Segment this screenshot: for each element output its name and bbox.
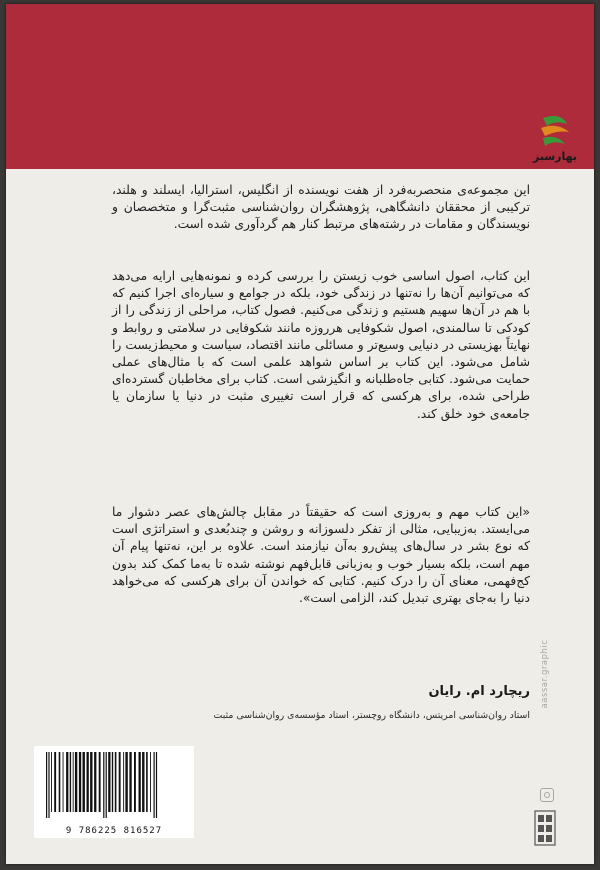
barcode-bar [51,752,52,812]
barcode-bar [103,752,104,818]
barcode-bar [59,752,61,812]
barcode-bar [150,752,151,812]
barcode-bar [115,752,117,812]
back-cover [6,4,594,864]
isbn-number: 9 786225 816527 [65,826,163,836]
barcode-bar [66,752,68,812]
barcode-bar [125,752,127,812]
publisher-emblem-icon [534,810,556,846]
barcode-bar [63,752,64,812]
barcode-bar [75,752,77,812]
quote-author-affiliation: استاد روان‌شناسی امریتس، دانشگاه روچستر، استاد مؤسسه‌ی روان‌شناسی مثبت [213,710,530,721]
designer-credit [536,564,554,784]
isbn-barcode [34,746,194,838]
barcode-bar [106,752,107,818]
endorsement-quote: «این کتاب مهم و به‌روزی است که حقیقتاً در مقابل چالش‌های عصر دشوار ما می‌ایستد. به‌زیبایی، مثالی از تفکر دلسوزانه و روشن و چندبُعدی و استراتژی است که نوع بشر در سال‌های پیش‌رو به‌آن نیازمند است. علاوه بر این، نه‌تنها پیام آن مهم است، بلکه بسیار خوب و به‌زبانی قابل‌فهم نوشته شده تا به‌ما کمک کند بدون کج‌فهمی، معنای آن را درک کنیم. کتابی که خواندن آن برای هرکسی که می‌خواهد دنیا را به‌جای بهتری تبدیل کند، الزامی است». [112,505,530,606]
barcode-bar [112,752,113,812]
barcode-bar [139,752,141,812]
barcode-bar [123,752,124,812]
barcode-bar [46,752,47,818]
barcode-bar [90,752,92,812]
barcode-bars [34,746,194,822]
designer-credit-text: aassar.graphic [540,639,550,709]
barcode-bar [99,752,101,812]
barcode-bar [146,752,148,812]
barcode-bar [87,752,89,812]
barcode-bar [48,752,49,818]
barcode-bar [119,752,121,812]
barcode-bar [79,752,81,812]
barcode-bar [83,752,85,812]
barcode-bar [54,752,56,812]
publisher-logo-icon [535,114,575,148]
barcode-bar [94,752,96,812]
barcode-bar [70,752,71,812]
barcode-bar [154,752,155,818]
instagram-icon [540,788,554,802]
description-paragraph-2: این کتاب، اصول اساسی خوب زیستن را بررسی کرده و نمونه‌هایی ارایه می‌دهد که می‌توانیم آن‌ها را نه‌تنها در زندگی خود، بلکه در جوامع و سیاره‌ای اجرا کنیم که با هم در آن‌ها سهیم هستیم و زندگی می‌کنیم. فصول کتاب، مراحلی از زندگی را از کودکی تا سالمندی، اصول شکوفایی هرروزه مانند شکوفایی در سلامتی و روابط و نهایتاً بهزیستی در دنیایی وسیع‌تر و مسائلی مانند اقتصاد، سیاست و محیط‌زیست را شامل می‌شود. این کتاب بر اساس شواهد علمی است که با مثال‌های عملی حمایت می‌شود. کتابی جاه‌طلبانه و انگیزشی است. کتاب برای مخاطبان گسترده‌ای طراحی شده، برای هرکسی که قرار است تغییری مثبت در دنیا یا سازمان یا جامعه‌ی خود خلق کند. [112,269,530,421]
publisher-logo-text: بهارسبز [532,150,577,163]
red-header-band [6,4,594,169]
barcode-bar [156,752,157,818]
publisher-logo [520,114,590,176]
barcode-bar [134,752,136,812]
barcode-bar [129,752,131,812]
description-paragraph-1: این مجموعه‌ی منحصربه‌فرد از هفت نویسنده از انگلیس، استرالیا، ایسلند و هلند، ترکیبی از محققان دانشگاهی، پژوهشگران روان‌شناسی مثبت‌گرا و متخصصان و نویسندگان و مقامات در رشته‌های مرتبط کنار هم گردآوری شده است. [112,183,530,232]
barcode-bar [108,752,110,812]
barcode-bar [73,752,74,812]
barcode-bar [142,752,144,812]
quote-author: ریچارد ام. رایان [428,684,530,699]
